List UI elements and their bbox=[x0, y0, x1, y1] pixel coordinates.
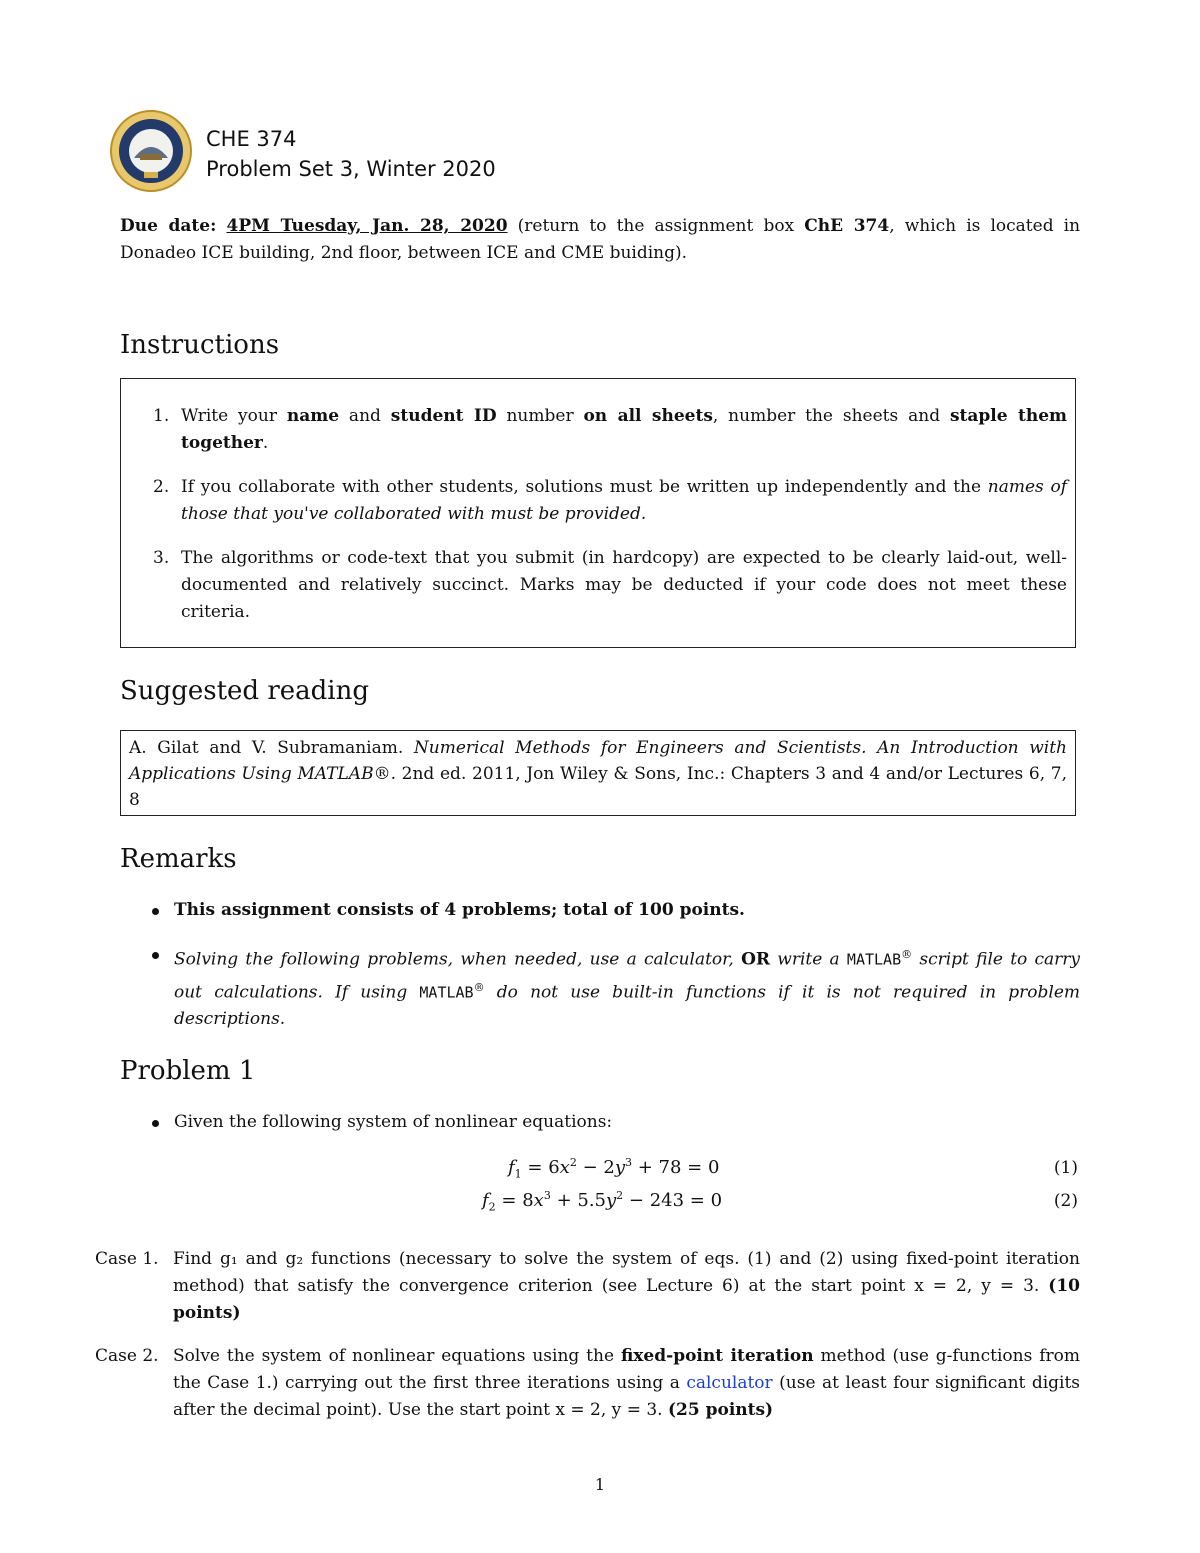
case-1 bbox=[95, 1246, 1080, 1327]
instructions-box bbox=[120, 378, 1076, 648]
case-1-label: Case 1. bbox=[95, 1249, 159, 1269]
due-text-2: , which is located in Donadeo ICE building, 2nd floor, between ICE and CME buiding). bbox=[120, 216, 1081, 263]
reading-details: 2nd ed. 2011, Jon Wiley & Sons, Inc.: Chapters 3 and 4 and/or Lectures 6, 7, 8 bbox=[129, 764, 1067, 810]
reading-book-title: Numerical Methods for Engineers and Scientists. An Introduction with Applications Using MATLAB®. bbox=[129, 738, 1068, 784]
page-number: 1 bbox=[594, 1475, 606, 1494]
case-2: Case 2. Solve the system of nonlinear equations using the fixed-point iteration method (use g-functions from the Case 1.) carrying out the first three iterations using a calculator (use at least four significant digits after the decimal point). Use the start point x = 2, y = 3. (25 points) bbox=[95, 1343, 1080, 1424]
case-2-label: Case 2. bbox=[95, 1346, 159, 1366]
case-1-points: (10 points) bbox=[173, 1276, 1080, 1323]
case-1-text: Find g₁ and g₂ functions (necessary to solve the system of eqs. (1) and (2) using fixed-point iteration method) that satisfy the convergence criterion (see Lecture 6) at the start point x = 2, y = 3. bbox=[173, 1249, 1080, 1296]
remark-item-2: Solving the following problems, when needed, use a calculator, OR write a MATLAB® script file to carry out calculations. If using MATLAB® do not use built-in functions if it is not required in problem descriptions. bbox=[150, 941, 1080, 1033]
due-date-label: Due date: bbox=[120, 216, 217, 236]
remarks-list bbox=[150, 897, 1080, 1050]
section-heading-reading: Suggested reading bbox=[120, 676, 369, 706]
university-seal-logo bbox=[110, 110, 192, 192]
due-date-value bbox=[227, 216, 508, 236]
problem-1-given: Given the following system of nonlinear equations: bbox=[150, 1109, 1080, 1136]
instruction-item-2: 2. If you collaborate with other students, solutions must be written up independently and the names of those that you've collaborated with must be provided. bbox=[153, 477, 1068, 524]
instruction-item-1: 1. Write your name and student ID number on all sheets, number the sheets and staple them together. bbox=[153, 406, 1068, 453]
due-text-1: (return to the assignment box bbox=[517, 216, 795, 236]
bullet-icon bbox=[152, 952, 159, 959]
due-time: 4PM bbox=[226, 216, 270, 236]
equation-2-number: (2) bbox=[1053, 1191, 1078, 1211]
due-date-paragraph bbox=[120, 213, 1080, 267]
bullet-icon bbox=[152, 1120, 159, 1127]
instruction-item-3: 3. The algorithms or code-text that you submit (in hardcopy) are expected to be clearly laid-out, well-documented and relatively succinct. Marks may be deducted if your code does not meet these criteria. bbox=[153, 548, 1067, 622]
remark-item-1: This assignment consists of 4 problems; total of 100 points. bbox=[150, 897, 1080, 924]
equation-1: $f_1 = 6x^2 - 2y^3 + 78 = 0$ bbox=[508, 1156, 720, 1181]
problem-1-list bbox=[150, 1109, 1080, 1153]
reading-authors: A. Gilat and V. Subramaniam. bbox=[129, 738, 404, 758]
bullet-icon bbox=[152, 908, 159, 915]
document-title: Problem Set 3, Winter 2020 bbox=[206, 157, 496, 181]
section-heading-problem-1: Problem 1 bbox=[120, 1056, 256, 1086]
assignment-box-name: ChE 374 bbox=[804, 216, 890, 236]
document-header bbox=[206, 124, 496, 184]
section-heading-remarks: Remarks bbox=[120, 844, 237, 874]
case-2-points: (25 points) bbox=[667, 1400, 774, 1420]
due-day: Tuesday, Jan. 28, 2020 bbox=[280, 216, 508, 236]
section-heading-instructions: Instructions bbox=[120, 330, 280, 360]
equation-2: $f_2 = 8x^3 + 5.5y^2 - 243 = 0$ bbox=[482, 1189, 723, 1214]
reading-box bbox=[120, 730, 1076, 816]
equation-1-number: (1) bbox=[1053, 1158, 1078, 1178]
calculator-link[interactable]: calculator bbox=[686, 1373, 773, 1393]
course-code: CHE 374 bbox=[206, 127, 297, 151]
